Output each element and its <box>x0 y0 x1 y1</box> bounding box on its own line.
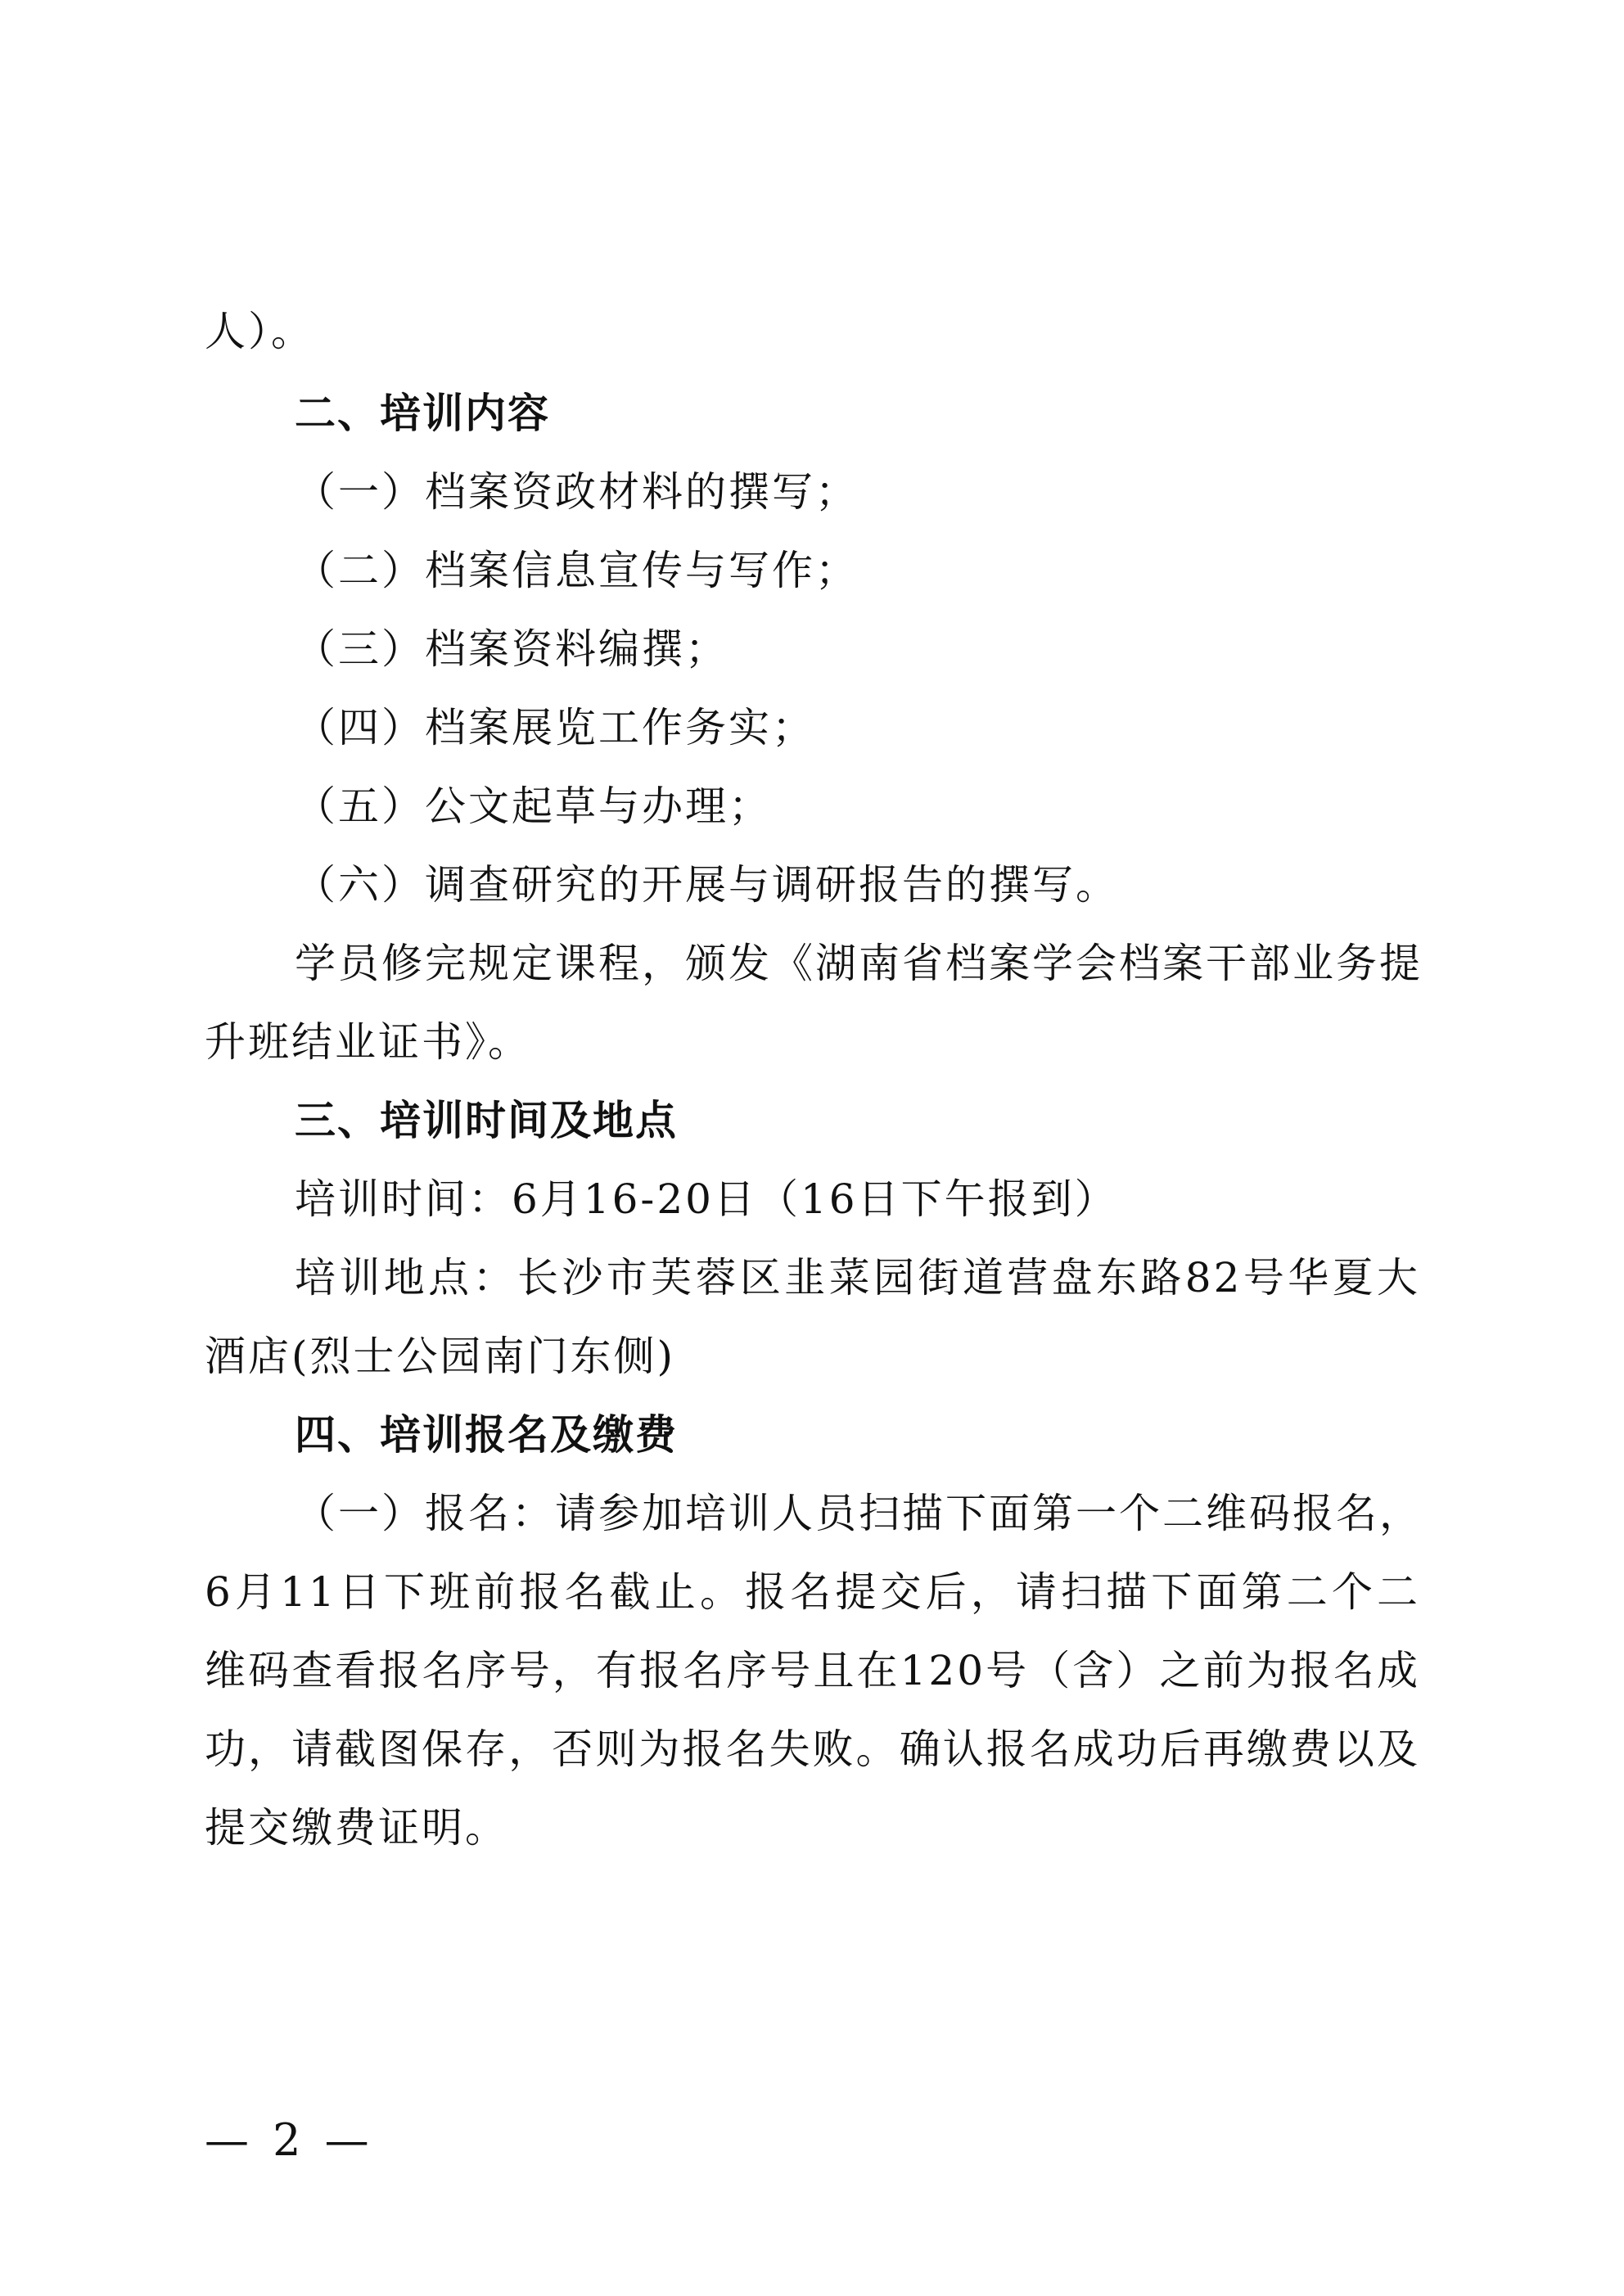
list-item: （三）档案资料编撰； <box>295 625 729 673</box>
paragraph-line: 学员修完规定课程，颁发《湖南省档案学会档案干部业务提 <box>295 940 1423 987</box>
training-location-line: 培训地点：长沙市芙蓉区韭菜园街道营盘东路82号华夏大 <box>295 1254 1420 1301</box>
page-number: — 2 — <box>205 2114 374 2166</box>
paragraph-line: （一）报名：请参加培训人员扫描下面第一个二维码报名， <box>295 1490 1423 1537</box>
paragraph-line: 功，请截图保存，否则为报名失败。确认报名成功后再缴费以及 <box>205 1725 1420 1773</box>
paragraph-line: 维码查看报名序号，有报名序号且在120号（含）之前为报名成 <box>205 1647 1420 1694</box>
list-item: （二）档案信息宣传与写作； <box>295 547 859 594</box>
training-location-line: 酒店(烈士公园南门东侧) <box>205 1333 676 1380</box>
list-item: （一）档案资政材料的撰写； <box>295 468 859 516</box>
paragraph-line: 提交缴费证明。 <box>205 1804 508 1852</box>
section-heading-registration-fees: 四、培训报名及缴费 <box>295 1411 678 1459</box>
paragraph-line: 升班结业证书》。 <box>205 1018 531 1066</box>
training-time: 培训时间：6月16-20日（16日下午报到） <box>295 1175 1118 1223</box>
section-heading-training-content: 二、培训内容 <box>295 390 550 437</box>
list-item: （五）公文起草与办理； <box>295 783 772 830</box>
section-heading-time-location: 三、培训时间及地点 <box>295 1097 678 1144</box>
paragraph-line: 6月11日下班前报名截止。报名提交后，请扫描下面第二个二 <box>205 1568 1420 1616</box>
list-item: （六）调查研究的开展与调研报告的撰写。 <box>295 861 1119 909</box>
list-item: （四）档案展览工作务实； <box>295 704 815 751</box>
paragraph-continuation: 人）。 <box>205 308 314 355</box>
